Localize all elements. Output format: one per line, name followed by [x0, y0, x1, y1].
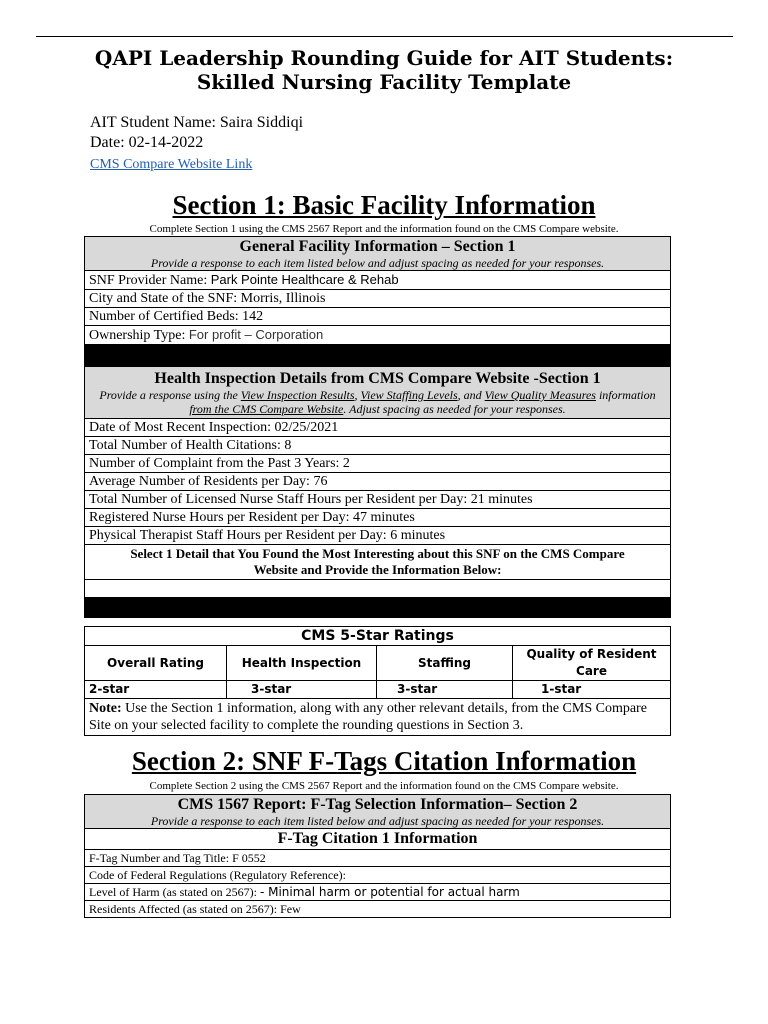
section2-title: Section 2: SNF F-Tags Citation Information [131, 746, 637, 776]
date: Date: 02-14-2022 [90, 134, 204, 151]
document-title [0, 46, 768, 94]
note-label: Note: [89, 701, 122, 716]
ftag-row: F-Tag Number and Tag Title: F 0552 [85, 850, 671, 867]
student-name: AIT Student Name: Saira Siddiqi [90, 114, 304, 131]
overall-rating-value: 2-star [85, 681, 227, 699]
city-state-row: City and State of the SNF: Morris, Illinois [85, 290, 671, 308]
staffing-value: 3-star [377, 681, 513, 699]
ownership-row: Ownership Type: For profit – Corporation [85, 326, 671, 345]
general-info-header [85, 237, 671, 271]
inspection-instruction: Provide a response using the View Inspection Results, View Staffing Levels, and View Quality Measures information from the CMS Compare Website. Adjust spacing as needed for your responses. [99, 388, 656, 416]
table-row: Registered Nurse Hours per Resident per Day: 47 minutes [85, 509, 671, 527]
table-row: Number of Complaint from the Past 3 Years: 2 [85, 455, 671, 473]
note-row [85, 699, 671, 736]
title-line-2: Skilled Nursing Facility Template [196, 70, 572, 94]
title-line-1: QAPI Leadership Rounding Guide for AIT Students: [94, 46, 674, 70]
view-quality-link[interactable]: View Quality Measures [484, 388, 596, 402]
residents-row: Residents Affected (as stated on 2567): Few [85, 901, 671, 918]
table-row: Average Number of Residents per Day: 76 [85, 473, 671, 491]
section2-table [84, 794, 671, 918]
table-row: Date of Most Recent Inspection: 02/25/2021 [85, 419, 671, 437]
health-inspection-value: 3-star [227, 681, 377, 699]
harm-value: - Minimal harm or potential for actual harm [259, 885, 520, 899]
table-row: Physical Therapist Staff Hours per Resident per Day: 6 minutes [85, 527, 671, 545]
section2-subtitle: Complete Section 2 using the CMS 2567 Report and the information found on the CMS Compare website. [149, 780, 619, 792]
ftag-selection-heading: CMS 1567 Report: F-Tag Selection Information– Section 2 [177, 796, 578, 813]
provider-name-row: SNF Provider Name: Park Pointe Healthcare & Rehab [85, 271, 671, 290]
black-divider-1 [85, 345, 671, 367]
ftag-selection-instruction: Provide a response to each item listed below and adjust spacing as needed for your responses. [150, 814, 605, 828]
ratings-heading: CMS 5-Star Ratings [85, 627, 671, 646]
detail-response-field[interactable] [85, 580, 671, 598]
health-inspection-header: Health Inspection [227, 646, 377, 681]
table-row: Total Number of Licensed Nurse Staff Hours per Resident per Day: 21 minutes [85, 491, 671, 509]
staffing-header: Staffing [377, 646, 513, 681]
inspection-header [85, 367, 671, 419]
view-staffing-link[interactable]: View Staffing Levels [360, 388, 458, 402]
ratings-table [84, 626, 671, 736]
general-info-heading: General Facility Information – Section 1 [239, 238, 516, 255]
overall-rating-header: Overall Rating [85, 646, 227, 681]
beds-row: Number of Certified Beds: 142 [85, 308, 671, 326]
section1-table [84, 236, 671, 618]
quality-care-value: 1-star [513, 681, 671, 699]
ftag-selection-header [85, 795, 671, 829]
general-info-instruction: Provide a response to each item listed below and adjust spacing as needed for your responses. [150, 256, 605, 270]
provider-name-value: Park Pointe Healthcare & Rehab [210, 272, 399, 287]
black-divider-2 [85, 598, 671, 618]
citation-heading: F-Tag Citation 1 Information [85, 829, 671, 850]
note-text: Use the Section 1 information, along with any other relevant details, from the CMS Compare Site on your selected facility to complete the rounding questions in Section 3. [89, 701, 647, 733]
section1-subtitle: Complete Section 1 using the CMS 2567 Report and the information found on the CMS Compare website. [149, 223, 619, 235]
section1-title: Section 1: Basic Facility Information [172, 190, 596, 220]
inspection-heading: Health Inspection Details from CMS Compare Website -Section 1 [154, 370, 601, 387]
select-detail-prompt: Select 1 Detail that You Found the Most Interesting about this SNF on the CMS Compare Website and Provide the Information Below: [85, 545, 671, 580]
top-rule [36, 36, 733, 37]
view-inspection-link[interactable]: View Inspection Results [240, 388, 355, 402]
quality-care-header: Quality of Resident Care [513, 646, 671, 681]
harm-row: Level of Harm (as stated on 2567): - Minimal harm or potential for actual harm [85, 884, 671, 901]
cfr-row: Code of Federal Regulations (Regulatory Reference): [85, 867, 671, 884]
ownership-value: For profit – Corporation [188, 327, 324, 342]
cms-compare-website-link[interactable]: from the CMS Compare Website [189, 402, 344, 416]
cms-compare-link[interactable]: CMS Compare Website Link [90, 157, 253, 172]
table-row: Total Number of Health Citations: 8 [85, 437, 671, 455]
